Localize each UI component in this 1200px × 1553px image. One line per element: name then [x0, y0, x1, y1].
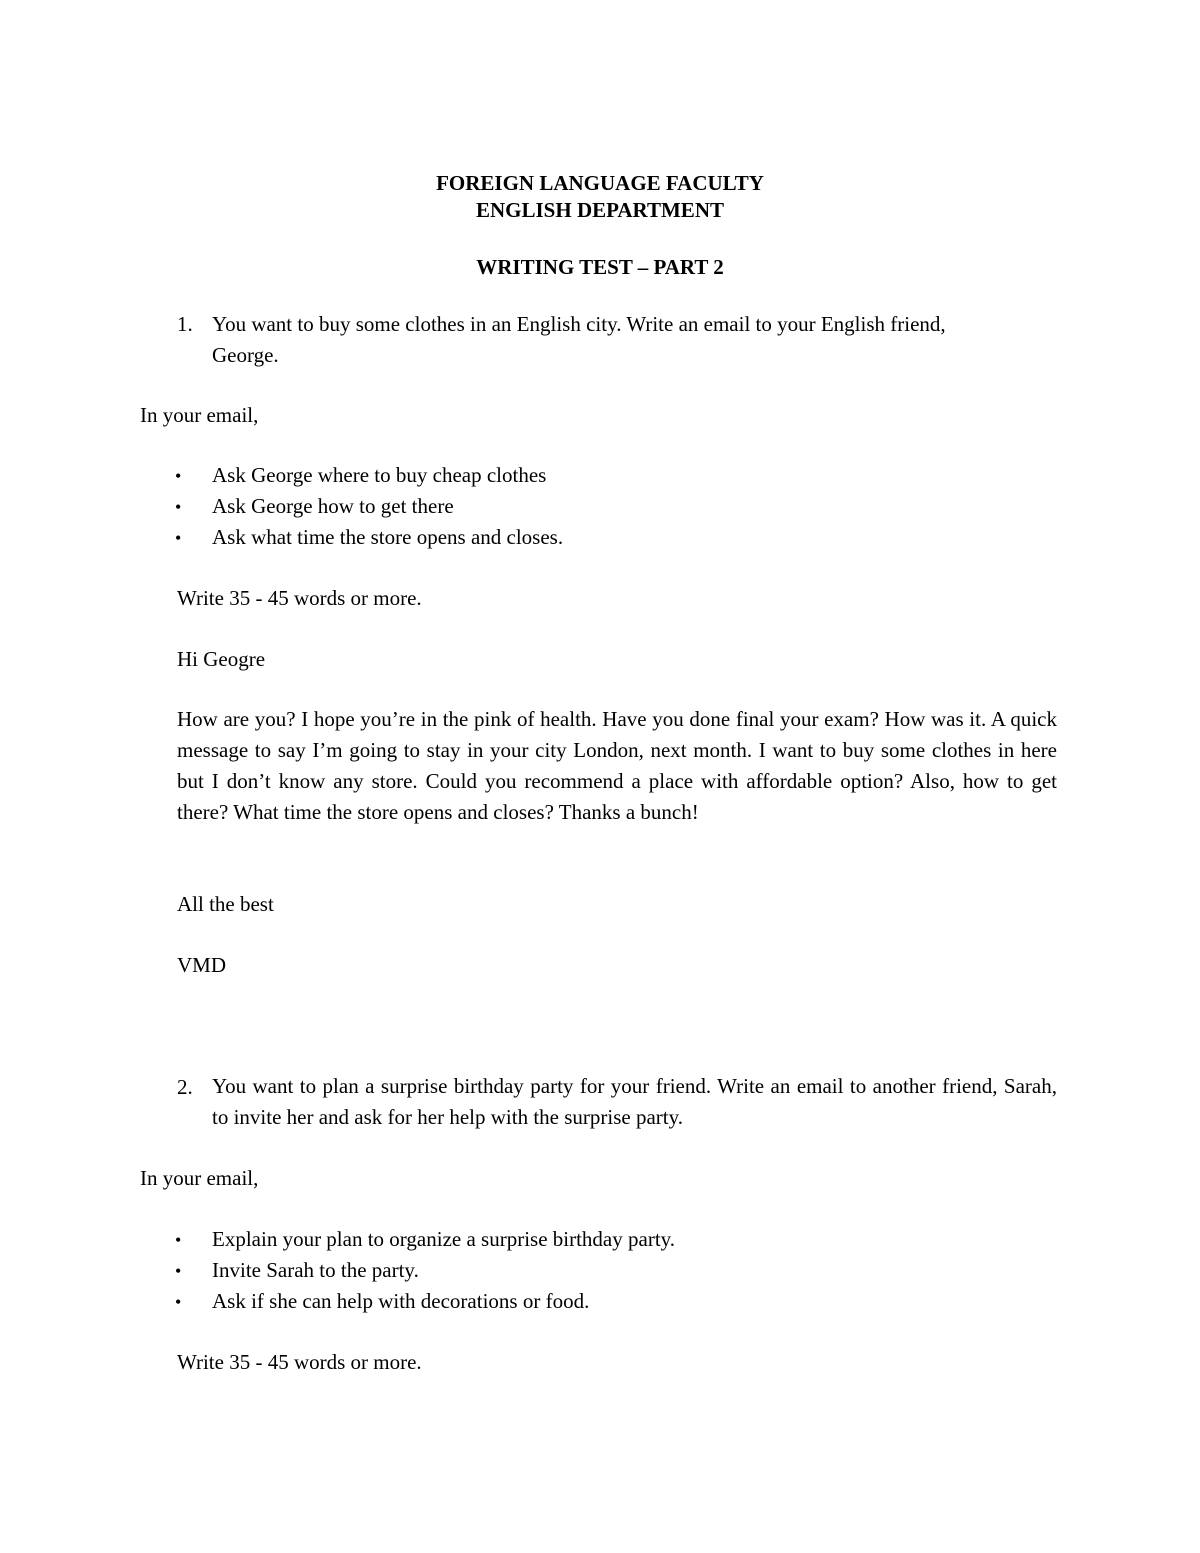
bullet-dot: • [175, 1261, 182, 1281]
task1-bullet-1: Ask George where to buy cheap clothes [212, 463, 547, 487]
task2-word-count: Write 35 - 45 words or more. [177, 1350, 422, 1374]
bullet-dot: • [175, 528, 182, 548]
task2-prompt: You want to plan a surprise birthday party for your friend. Write an email to another friend, Sarah, to invite her and ask for her help with the surprise party. [212, 1074, 1057, 1129]
bullet-dot: • [175, 466, 182, 486]
answer-greeting: Hi Geogre [177, 647, 266, 671]
task2-number: 2. [177, 1075, 193, 1099]
task1-prompt-line1: You want to buy some clothes in an English city. Write an email to your English friend, [212, 312, 946, 336]
task1-in-your-email: In your email, [140, 403, 259, 427]
bullet-dot: • [175, 497, 182, 517]
task1-bullet-3: Ask what time the store opens and closes. [212, 525, 564, 549]
answer-signature: VMD [177, 953, 227, 977]
answer-body: How are you? I hope you’re in the pink of health. Have you done final your exam? How was it. A quick message to say I’m going to stay in your city London, next month. I want to buy some clothes in here but I don’t know any store. Could you recommend a place with affordable option? Also, how to get there? What time the store opens and closes? Thanks a bunch! [177, 707, 1057, 824]
test-title: WRITING TEST – PART 2 [476, 255, 724, 279]
task1-word-count: Write 35 - 45 words or more. [177, 586, 422, 610]
faculty-heading: FOREIGN LANGUAGE FACULTY [436, 171, 764, 195]
task2-bullet-3: Ask if she can help with decorations or food. [212, 1289, 590, 1313]
department-heading: ENGLISH DEPARTMENT [476, 198, 724, 222]
task2-in-your-email: In your email, [140, 1166, 259, 1190]
answer-closing: All the best [177, 892, 274, 916]
bullet-dot: • [175, 1230, 182, 1250]
task1-number: 1. [177, 312, 193, 336]
task2-bullet-2: Invite Sarah to the party. [212, 1258, 419, 1282]
task1-bullet-2: Ask George how to get there [212, 494, 454, 518]
task1-prompt-line2: George. [212, 343, 279, 367]
bullet-dot: • [175, 1292, 182, 1312]
task2-bullet-1: Explain your plan to organize a surprise birthday party. [212, 1227, 676, 1251]
